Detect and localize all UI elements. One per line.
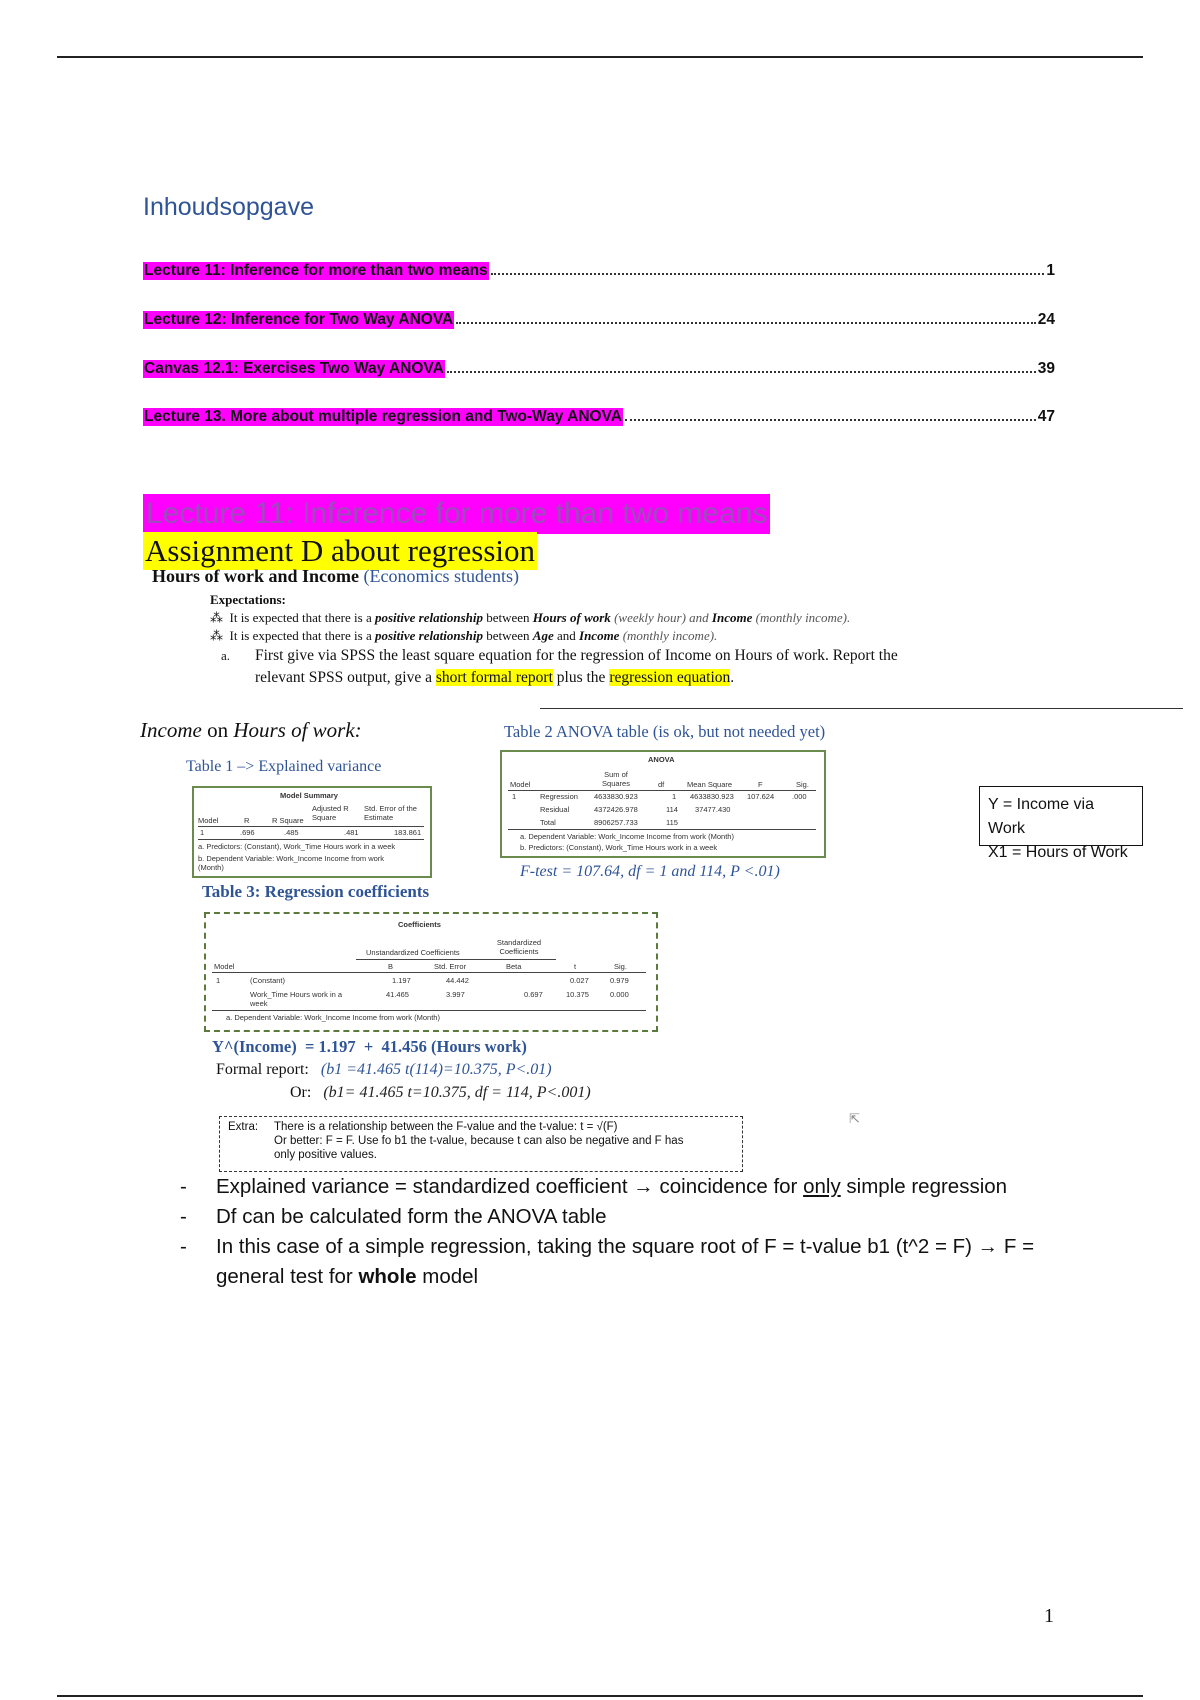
table-note: a. Dependent Variable: Work_Income Income from work (Month) bbox=[226, 1013, 440, 1022]
text: plus the bbox=[556, 669, 606, 686]
cell: 1 bbox=[200, 828, 205, 837]
cell: 4633830.923 bbox=[690, 792, 734, 801]
table-line bbox=[508, 829, 816, 830]
text: (weekly hour) and bbox=[614, 610, 709, 625]
table-note: a. Dependent Variable: Work_Income Income from work (Month) bbox=[520, 832, 734, 841]
text: Df can be calculated form the ANOVA table bbox=[216, 1205, 607, 1228]
text: only bbox=[803, 1175, 841, 1198]
table-line bbox=[356, 959, 556, 960]
text: whole bbox=[358, 1265, 417, 1288]
or-report bbox=[290, 1084, 591, 1102]
toc-entry-label: Lecture 11: Inference for more than two means bbox=[144, 262, 488, 279]
cell: (Constant) bbox=[250, 976, 286, 985]
toc-leader bbox=[625, 419, 1036, 421]
cell: 0.979 bbox=[610, 976, 629, 985]
toc-entry-page: 1 bbox=[1046, 262, 1055, 279]
highlight: regression equation bbox=[609, 669, 731, 686]
text: positive relationship bbox=[374, 628, 483, 643]
bottom-rule bbox=[57, 1695, 1143, 1697]
dash-icon: - bbox=[180, 1205, 187, 1228]
table-line bbox=[198, 826, 424, 827]
toc-entry-3[interactable] bbox=[143, 354, 1055, 378]
cell: 44.442 bbox=[446, 976, 469, 985]
text: between bbox=[486, 628, 530, 643]
coefficients-table bbox=[204, 912, 658, 1032]
toc-leader bbox=[491, 273, 1045, 275]
cell: Total bbox=[540, 818, 556, 827]
income-title bbox=[140, 718, 362, 743]
col-header: Std. Error of the Estimate bbox=[364, 804, 417, 822]
cell: 114 bbox=[666, 805, 678, 814]
cell: 115 bbox=[666, 818, 678, 827]
table-caption: ANOVA bbox=[648, 755, 675, 764]
col-header: F bbox=[758, 780, 763, 789]
col-header: Sig. bbox=[614, 962, 627, 971]
highlight: short formal report bbox=[435, 669, 553, 686]
text: positive relationship bbox=[374, 610, 483, 625]
top-rule bbox=[57, 56, 1143, 58]
cell: 183.861 bbox=[394, 828, 422, 837]
lecture-heading: Lecture 11: Inference for more than two means bbox=[143, 494, 770, 534]
regression-equation: Y^(Income) = 1.197 + 41.456 (Hours work) bbox=[212, 1037, 527, 1056]
cell: 0.000 bbox=[610, 990, 629, 999]
formal-report bbox=[216, 1061, 552, 1079]
text: on bbox=[207, 718, 229, 742]
col-header: df bbox=[658, 780, 665, 789]
text: relevant SPSS output, give a bbox=[255, 669, 432, 686]
item-line-1: First give via SPSS the least square equation for the regression of Income on Hours of work. Report the bbox=[255, 647, 898, 664]
col-header: Sum of Squares bbox=[602, 770, 630, 788]
table2-title: Table 2 ANOVA table (is ok, but not needed yet) bbox=[504, 722, 826, 741]
table-line bbox=[212, 972, 646, 973]
bullet-icon: ⁂ bbox=[210, 628, 227, 643]
text: It is expected that there is a bbox=[229, 610, 372, 625]
cell: 1 bbox=[672, 792, 677, 801]
text: (monthly income). bbox=[622, 628, 718, 643]
table1-title: Table 1 –> Explained variance bbox=[186, 758, 382, 775]
cell: .485 bbox=[284, 828, 299, 837]
y-definition: Y = Income via Work bbox=[988, 796, 1094, 837]
text: F = general test for bbox=[216, 1235, 1035, 1288]
cell: Residual bbox=[540, 805, 570, 814]
subtitle-paren: (Economics students) bbox=[363, 566, 519, 586]
toc-entry-page: 39 bbox=[1037, 360, 1055, 377]
dash-icon: - bbox=[180, 1175, 187, 1198]
item-letter: a. bbox=[221, 648, 231, 663]
table-note: b. Predictors: (Constant), Work_Time Hours work in a week bbox=[520, 843, 718, 852]
text: Hours of work: bbox=[233, 718, 362, 742]
model-summary-table bbox=[192, 786, 432, 878]
text: Hours of work bbox=[532, 610, 611, 625]
item-line-2 bbox=[255, 669, 734, 687]
table3-title: Table 3: Regression coefficients bbox=[202, 882, 430, 901]
col-header: Model bbox=[510, 780, 531, 789]
table-note: b. Dependent Variable: Work_Income Income from work (Month) bbox=[198, 854, 385, 872]
table-caption: Model Summary bbox=[280, 791, 338, 800]
expectation-2 bbox=[210, 628, 717, 644]
col-header: Model bbox=[198, 816, 219, 825]
toc-entry-label: Lecture 12: Inference for Two Way ANOVA bbox=[144, 311, 454, 328]
cell: .696 bbox=[240, 828, 255, 837]
extra-line: only positive values. bbox=[274, 1149, 377, 1161]
x-definition: X1 = Hours of Work bbox=[988, 844, 1128, 861]
toc-entry-4[interactable] bbox=[143, 402, 1055, 426]
text: (b1= 41.465 t=10.375, df = 114, P<.001) bbox=[323, 1084, 591, 1101]
cell: .481 bbox=[344, 828, 359, 837]
cell: 107.624 bbox=[747, 792, 775, 801]
col-header: Mean Square bbox=[687, 780, 733, 789]
toc-entry-page: 47 bbox=[1037, 408, 1055, 425]
text: model bbox=[422, 1265, 479, 1288]
anova-table bbox=[500, 750, 826, 858]
cell: 1 bbox=[512, 792, 517, 801]
text: In this case of a simple regression, taking the square root of F = t-value b1 (t^2 = F) → bbox=[216, 1235, 999, 1258]
text: (monthly income). bbox=[755, 610, 851, 625]
list-item bbox=[180, 1172, 1080, 1202]
col-header: Beta bbox=[506, 962, 522, 971]
extra-line: Or better: F = F. Use fo b1 the t-value, because t can also be negative and F has bbox=[274, 1135, 684, 1147]
list-item bbox=[180, 1232, 1080, 1292]
col-header: Std. Error bbox=[434, 962, 467, 971]
text: . bbox=[730, 669, 735, 686]
text: simple regression bbox=[846, 1175, 1008, 1198]
text: Or: bbox=[290, 1084, 312, 1101]
figure-rule bbox=[540, 708, 1183, 709]
list-item bbox=[180, 1202, 1080, 1232]
expectation-1 bbox=[210, 610, 850, 626]
group-header: Standardized Coefficients bbox=[496, 938, 542, 956]
text: Income bbox=[579, 628, 620, 643]
col-header: Model bbox=[214, 962, 235, 971]
text: between bbox=[486, 610, 530, 625]
cell: 0.027 bbox=[570, 976, 589, 985]
bullet-icon: ⁂ bbox=[210, 610, 227, 625]
text: (b1 =41.465 t(114)=10.375, P<.01) bbox=[320, 1061, 552, 1078]
cell: 4372426.978 bbox=[594, 805, 638, 814]
col-header: R Square bbox=[272, 816, 304, 825]
text: Age bbox=[532, 628, 554, 643]
extra-line: There is a relationship between the F-value and the t-value: t = √(F) bbox=[274, 1121, 618, 1133]
cell: Work_Time Hours work in a week bbox=[250, 990, 343, 1008]
extra-note-box bbox=[219, 1116, 743, 1172]
cell: 8906257.733 bbox=[594, 818, 638, 827]
table-line bbox=[508, 790, 816, 791]
variable-definition-box bbox=[979, 786, 1143, 861]
text: Explained variance = standardized coefficient bbox=[216, 1175, 628, 1198]
col-header: Sig. bbox=[796, 780, 809, 789]
cell: 0.697 bbox=[524, 990, 543, 999]
cell: 3.997 bbox=[446, 990, 465, 999]
text: and bbox=[556, 628, 576, 643]
extra-content bbox=[274, 1120, 683, 1162]
subtitle-bold: Hours of work and Income bbox=[152, 566, 360, 586]
toc-entry-label: Lecture 13. More about multiple regression and Two-Way ANOVA bbox=[144, 408, 622, 425]
cell: 1.197 bbox=[392, 976, 411, 985]
col-header: t bbox=[574, 962, 577, 971]
notes-list bbox=[180, 1172, 1080, 1292]
cell: 41.465 bbox=[386, 990, 409, 999]
expectations-label: Expectations: bbox=[210, 592, 286, 607]
toc-leader bbox=[456, 322, 1036, 324]
text: It is expected that there is a bbox=[229, 628, 372, 643]
group-header: Unstandardized Coefficients bbox=[366, 948, 460, 957]
toc-entry-1[interactable] bbox=[143, 256, 1055, 280]
assignment-subtitle bbox=[152, 566, 519, 587]
cell: 4633830.923 bbox=[594, 792, 638, 801]
page-number: 1 bbox=[1044, 1605, 1054, 1627]
cursor-icon: ⇱ bbox=[849, 1112, 860, 1127]
toc-entry-page: 24 bbox=[1037, 311, 1055, 328]
dash-icon: - bbox=[180, 1235, 187, 1258]
cell: 37477.430 bbox=[695, 805, 731, 814]
col-header: R bbox=[244, 816, 250, 825]
toc-title: Inhoudsopgave bbox=[143, 193, 314, 221]
text: Formal report: bbox=[216, 1061, 309, 1078]
text: Income bbox=[140, 718, 202, 742]
cell: .000 bbox=[792, 792, 807, 801]
table-caption: Coefficients bbox=[398, 920, 441, 929]
cell: 1 bbox=[216, 976, 221, 985]
toc-entry-label: Canvas 12.1: Exercises Two Way ANOVA bbox=[144, 360, 444, 377]
col-header: Adjusted R Square bbox=[312, 804, 349, 822]
extra-label: Extra: bbox=[228, 1121, 259, 1133]
table-line bbox=[198, 839, 424, 840]
text: Income bbox=[711, 610, 753, 625]
toc-entry-2[interactable] bbox=[143, 305, 1055, 329]
extra-row bbox=[228, 1120, 734, 1162]
cell: 10.375 bbox=[566, 990, 589, 999]
table-note: a. Predictors: (Constant), Work_Time Hours work in a week bbox=[198, 842, 396, 851]
text: → coincidence for bbox=[633, 1175, 798, 1198]
f-test: F-test = 107.64, df = 1 and 114, P <.01) bbox=[520, 863, 780, 880]
col-header: B bbox=[388, 962, 394, 971]
cell: Regression bbox=[540, 792, 578, 801]
assignment-heading: Assignment D about regression bbox=[145, 533, 536, 568]
table-line bbox=[212, 1010, 646, 1011]
toc-leader bbox=[447, 371, 1036, 373]
